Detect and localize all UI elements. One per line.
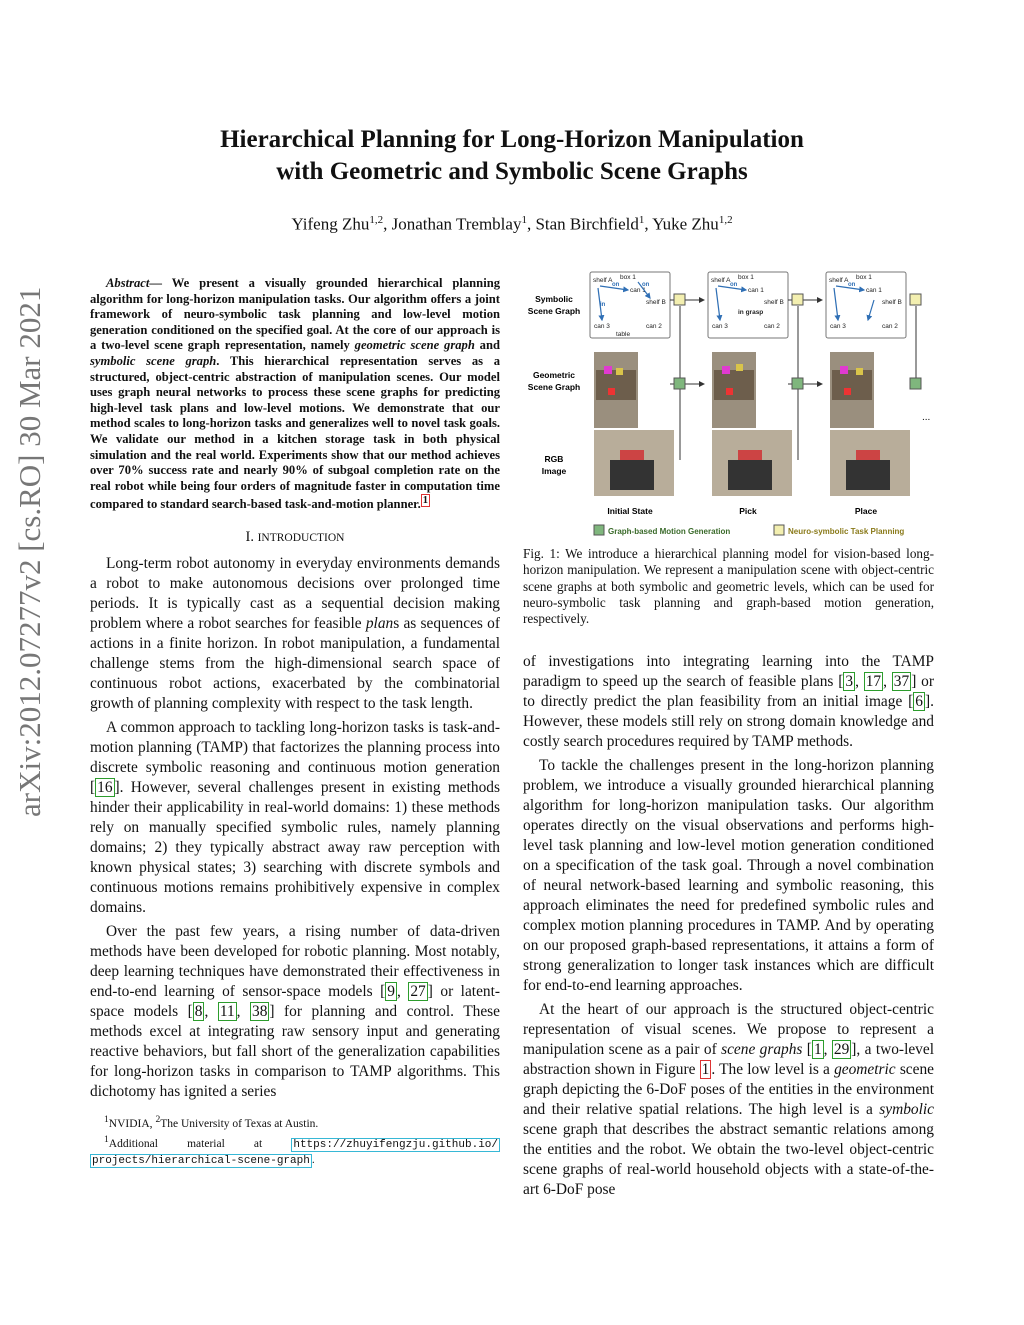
svg-text:box 1: box 1 bbox=[738, 274, 754, 281]
author-affiliation: 1 bbox=[521, 214, 527, 226]
legend-green-label: Graph-based Motion Generation bbox=[608, 527, 731, 536]
project-url-link[interactable]: https://zhuyifengzju.github.io/ bbox=[293, 1138, 498, 1151]
task-planning-box bbox=[910, 294, 921, 305]
motion-generation-box bbox=[674, 378, 685, 389]
author-name: Jonathan Tremblay bbox=[391, 214, 522, 234]
author-name: Yuke Zhu bbox=[652, 214, 719, 234]
column-label-place: Place bbox=[854, 506, 878, 516]
citation-link[interactable]: 1 bbox=[813, 1041, 822, 1058]
svg-text:can 1: can 1 bbox=[748, 287, 764, 294]
svg-text:shelf B: shelf B bbox=[882, 299, 902, 306]
motion-generation-box bbox=[910, 378, 921, 389]
svg-text:box 1: box 1 bbox=[856, 274, 872, 281]
row-label-rgb: RGB bbox=[544, 454, 564, 464]
row-label-symbolic: Symbolic bbox=[535, 294, 573, 304]
figure-diagram bbox=[520, 270, 940, 540]
svg-text:shelf B: shelf B bbox=[646, 299, 666, 306]
citation-link[interactable]: 8 bbox=[194, 1003, 203, 1021]
paper-title bbox=[0, 124, 1024, 188]
row-label-geometric: Geometric bbox=[532, 370, 576, 380]
footnote-link[interactable]: 1 bbox=[422, 495, 428, 507]
svg-text:in: in bbox=[600, 302, 606, 308]
row-label-symbolic-2: Scene Graph bbox=[527, 306, 581, 316]
right-column bbox=[523, 652, 934, 1200]
citation-link[interactable]: 27 bbox=[410, 983, 426, 1001]
citation-link[interactable]: 3 bbox=[845, 673, 854, 690]
citation-link[interactable]: 38 bbox=[252, 1003, 268, 1021]
svg-text:on: on bbox=[642, 282, 650, 288]
svg-text:shelf A: shelf A bbox=[711, 277, 731, 284]
paragraph: At the heart of our approach is the structured object-centric representation of visual scenes. We propose to represent a manipulation scene as a pair of scene graphs [ 1 , 29 ], a two-level abstraction shown in Figure 1 . The low level is a geometric scene graph depicting the 6-DoF poses of the entities in the environment and their relative spatial relations. The high level is a symbolic scene graph that describes the abstract semantic relations among the entities and the robot. We obtain the two-level object-centric scene graphs of real-world household objects with a state-of-the-art 6-DoF pose bbox=[523, 1001, 934, 1198]
column-label-initial: Initial State bbox=[607, 506, 653, 516]
citation-link[interactable]: 37 bbox=[893, 673, 910, 690]
legend-green-swatch bbox=[594, 525, 604, 535]
paragraph: To tackle the challenges present in the long-horizon planning problem, we introduce a visually grounded hierarchical planning algorithm for long-horizon manipulation tasks. Our algorithm operates directly on the visual observations and performs high-level task planning and low-level motion generation conditioned on a specification of the task goal. Through a novel combination of neural network-based learning and symbolic reasoning, this approach eliminates the need for predefined symbolic rules and complex motion planning procedures in TAMP. And by operating on our proposed graph-based representations, it attains a form of strong generalization to longer task instances which are difficult for end-to-end learning approaches. bbox=[523, 757, 934, 994]
svg-text:can 1: can 1 bbox=[866, 287, 882, 294]
citation-link[interactable]: 11 bbox=[219, 1003, 235, 1021]
svg-text:on: on bbox=[730, 282, 738, 288]
author-affiliation: 1 bbox=[638, 214, 645, 226]
svg-text:on: on bbox=[848, 282, 856, 288]
svg-text:can 1: can 1 bbox=[630, 287, 646, 294]
author-name: Stan Birchfield bbox=[535, 214, 639, 234]
svg-text:table: table bbox=[616, 331, 631, 338]
svg-text:can 2: can 2 bbox=[764, 323, 780, 330]
legend-yellow-label: Neuro-symbolic Task Planning bbox=[788, 527, 905, 536]
legend-yellow-swatch bbox=[774, 525, 784, 535]
citation-link[interactable]: 9 bbox=[387, 983, 395, 1001]
row-label-geometric-2: Scene Graph bbox=[527, 382, 581, 392]
citation-link[interactable]: 16 bbox=[97, 779, 113, 797]
project-url-link-cont[interactable]: projects/hierarchical-scene-graph bbox=[92, 1154, 310, 1167]
paragraph: of investigations into integrating learning into the TAMP paradigm to speed up the search of feasible plans [ 3 , 17 , 37 ] or to directly predict the plan feasibility from an initial image [ 6 ]. However, these models still rely on strong domain knowledge and costly search procedures required by TAMP methods. bbox=[523, 653, 934, 750]
row-label-rgb-2: Image bbox=[541, 466, 567, 476]
title-line-1: Hierarchical Planning for Long-Horizon Manipulation bbox=[220, 126, 804, 153]
footnotes bbox=[90, 1112, 500, 1169]
figure-1 bbox=[520, 270, 940, 540]
citation-link[interactable]: 6 bbox=[915, 693, 923, 710]
author-affiliation: 1,2 bbox=[718, 214, 733, 226]
figure-link[interactable]: 1 bbox=[701, 1061, 710, 1078]
svg-text:box 1: box 1 bbox=[620, 274, 636, 281]
paragraph: A common approach to tackling long-horizon tasks is task-and-motion planning (TAMP) that factorizes the planning process into discrete symbolic reasoning and continuous motion generation [ 16 ]. However, several challenges present in existing methods hinder their applicability in real-world domains: 1) these methods rely on manually specified symbolic rules, namely planning domains; 2) they typically abstract away raw perception with known physical states; 3) searching with discrete symbols and continuous motions remains prohibitively expensive in complex domains. bbox=[90, 719, 500, 917]
citation-link[interactable]: 17 bbox=[865, 673, 882, 690]
figure-caption: Fig. 1: We introduce a hierarchical planning model for vision-based long-horizon manipulation. We represent a manipulation scene with object-centric scene graphs at both symbolic and geometric levels, which can be used for neuro-symbolic task planning and graph-based motion generation, respectively. bbox=[523, 546, 934, 627]
task-planning-box bbox=[674, 294, 685, 305]
task-planning-box bbox=[792, 294, 803, 305]
citation-link[interactable]: 29 bbox=[833, 1041, 850, 1058]
svg-text:can 3: can 3 bbox=[712, 323, 728, 330]
svg-text:can 3: can 3 bbox=[594, 323, 610, 330]
svg-text:can 2: can 2 bbox=[882, 323, 898, 330]
arxiv-sidebar-stamp: arXiv:2012.07277v2 [cs.RO] 30 Mar 2021 bbox=[12, 286, 47, 817]
left-column bbox=[90, 276, 500, 1169]
title-line-2: with Geometric and Symbolic Scene Graphs bbox=[276, 158, 748, 185]
motion-generation-box bbox=[792, 378, 803, 389]
svg-text:can 2: can 2 bbox=[646, 323, 662, 330]
footnote-affiliations: $^1$NVIDIA, $^2$The University of Texas at Austin. bbox=[104, 1114, 319, 1130]
svg-text:in grasp: in grasp bbox=[738, 309, 764, 316]
abstract-label: Abstract bbox=[106, 276, 150, 290]
svg-text:shelf A: shelf A bbox=[829, 277, 849, 284]
abstract: Abstract— We present a visually grounded hierarchical planning algorithm for long-horizon manipulation tasks. Our algorithm offers a joint framework of neuro-symbolic task planning and low-level motion generation conditioned on the specified goal. At the core of our approach is a two-level scene graph representation, namely geometric scene graph and symbolic scene graph. This hierarchical representation serves as a structured, object-centric abstraction of manipulation scenes. Our model uses graph neural networks to process these scene graphs for predicting high-level task plans and low-level motions. We demonstrate that our method scales to long-horizon tasks and generalizes well to novel task goals. We validate our method in a kitchen storage task in both physical simulation and the real world. Experiments show that our method achieves over 70% success rate and nearly 90% of subgoal completion rate on the real robot while being four orders of magnitude faster in computation time compared to standard search-based task-and-motion planner. $^1$ bbox=[90, 276, 500, 512]
column-label-pick: Pick bbox=[739, 506, 757, 516]
author-list: Yifeng Zhu$^{1,2}$, Jonathan Tremblay$^1$, Stan Birchfield$^1$, Yuke Zhu$^{1,2}$ bbox=[291, 214, 733, 234]
author-name: Yifeng Zhu bbox=[291, 214, 370, 234]
paragraph: Long-term robot autonomy in everyday environments demands a robot to make autonomous decisions over prolonged time periods. It is typically cast as a sequential decision making problem where a robot searches for feasible plans as sequences of actions in a finite horizon. In robot manipulation, a fundamental challenge stems from the high-dimensional search space of continuous robot actions, exacerbated by the combinatorial growth of planning complexity with respect to the task length. bbox=[90, 555, 500, 713]
svg-text:on: on bbox=[612, 282, 620, 288]
svg-text:shelf A: shelf A bbox=[593, 277, 613, 284]
author-affiliation: 1,2 bbox=[369, 214, 384, 226]
footnote-url: $^1$Additional material at https://zhuyifengzju.github.io/ projects/hierarchical-scene-graph . bbox=[92, 1133, 498, 1167]
svg-text:shelf B: shelf B bbox=[764, 299, 784, 306]
paragraph: Over the past few years, a rising number of data-driven methods have been developed for robotic planning. Most notably, deep learning techniques have demonstrated their effectiveness in end-to-end learning of sensor-space models [ 9 , 27 ] or latent-space models [ 8 , 11 , 38 ] for planning and control. These methods excel at integrating raw sensory input and generating reactive behaviors, but fall short of the generalization capabilities for long-horizon tasks in comparison to TAMP algorithms. This dichotomy has ignited a series bbox=[90, 923, 500, 1101]
svg-text:can 3: can 3 bbox=[830, 323, 846, 330]
ellipsis: ... bbox=[922, 412, 931, 423]
section-heading: I. INTRODUCTION bbox=[245, 529, 345, 546]
